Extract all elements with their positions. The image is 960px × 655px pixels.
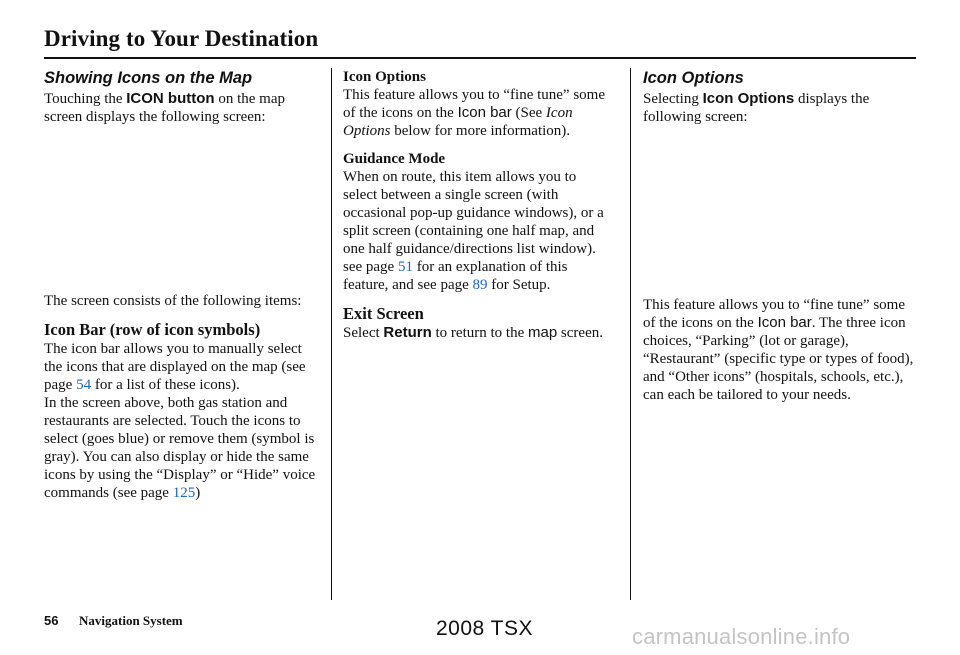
column-1	[44, 68, 320, 502]
page-number: 56	[44, 613, 59, 628]
page-link-125[interactable]: 125	[172, 485, 196, 501]
exit-screen-paragraph: Select Return to return to the map screen.	[343, 324, 603, 341]
icon-bar-paragraph-2: In the screen above, both gas station and restaurants are selected. Touch the icons to select (goes blue) or remove them (symbol is gray). You can also display or hide the same icons by using the “Display” or “Hide” voice commands (see page 125)	[44, 395, 316, 501]
map-label: map	[527, 324, 558, 341]
manual-name: Navigation System	[79, 613, 183, 628]
icon-bar-heading: Icon Bar (row of icon symbols)	[44, 320, 261, 339]
icon-options-paragraph: This feature allows you to “fine tune” some of the icons on the Icon bar (See Icon Options below for more information).	[343, 87, 606, 139]
column-divider-1	[331, 68, 332, 600]
column-divider-2	[630, 68, 631, 600]
screen-image-placeholder-2	[643, 126, 915, 296]
icon-options-term: Icon Options	[343, 69, 426, 85]
icon-button-label: ICON button	[126, 90, 215, 107]
section-heading-icon-options: Icon Options	[643, 69, 744, 87]
section-heading-showing-icons: Showing Icons on the Map	[44, 69, 253, 87]
column-2	[343, 68, 613, 342]
page-title: Driving to Your Destination	[44, 26, 319, 51]
page-link-51[interactable]: 51	[397, 259, 413, 275]
watermark: carmanualsonline.info	[632, 624, 851, 649]
icon-bar-label-2: Icon bar	[757, 314, 812, 331]
page-link-89[interactable]: 89	[472, 277, 488, 293]
page-link-54[interactable]: 54	[76, 377, 92, 393]
return-button-label: Return	[383, 324, 432, 341]
title-rule	[44, 57, 916, 59]
column-3	[643, 68, 915, 404]
icon-options-body: This feature allows you to “fine tune” some of the icons on the Icon bar. The three icon choices, “Parking” (lot or garage), “Restaurant” (specific type or types of food), and “Other icons” (hospitals, schools, etc.), can each be tailored to your needs.	[643, 297, 914, 403]
icon-options-intro: Selecting Icon Options displays the following screen:	[643, 90, 870, 125]
icon-bar-label: Icon bar	[457, 104, 512, 121]
screen-image-placeholder	[44, 126, 320, 292]
consists-paragraph: The screen consists of the following items:	[44, 293, 302, 309]
exit-screen-heading: Exit Screen	[343, 304, 424, 323]
guidance-mode-paragraph: When on route, this item allows you to select between a single screen (with occasional pop-up guidance windows), or a split screen (containing one half map, and one half guidance/directions list window). see page 51 for an explanation of this feature, and see page 89 for Setup.	[343, 169, 604, 293]
icon-options-button-label: Icon Options	[702, 90, 795, 107]
guidance-mode-term: Guidance Mode	[343, 151, 446, 167]
icon-bar-paragraph-1: The icon bar allows you to manually select the icons that are displayed on the map (see page 54 for a list of these icons).	[44, 341, 306, 393]
intro-paragraph: Touching the ICON button on the map screen displays the following screen:	[44, 90, 285, 125]
model-label: 2008 TSX	[436, 617, 534, 640]
